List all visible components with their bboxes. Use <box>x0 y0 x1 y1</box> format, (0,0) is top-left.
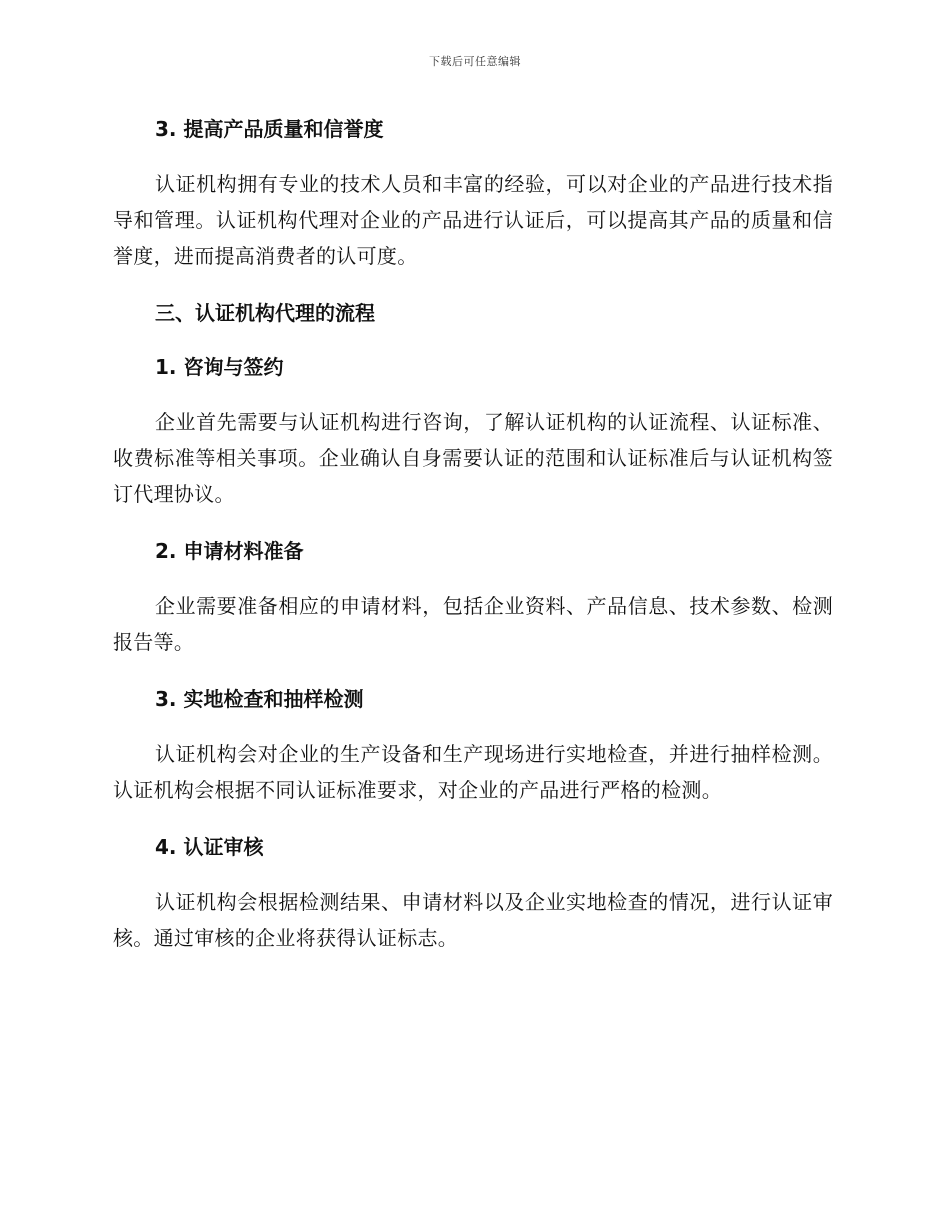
chapter-heading: 三、认证机构代理的流程 <box>155 301 375 325</box>
section-paragraph: 认证机构拥有专业的技术人员和丰富的经验，可以对企业的产品进行技术指导和管理。认证机构代理对企业的产品进行认证后，可以提高其产品的质量和信誉度，进而提高消费者的认可度。 <box>113 172 833 268</box>
section-paragraph: 企业首先需要与认证机构进行咨询，了解认证机构的认证流程、认证标准、收费标准等相关事项。企业确认自身需要认证的范围和认证标准后与认证机构签订代理协议。 <box>113 410 833 506</box>
page-header: 下载后可任意编辑 <box>429 55 521 68</box>
section-heading: 4. 认证审核 <box>155 835 264 859</box>
section-heading: 2. 申请材料准备 <box>155 539 304 563</box>
section-paragraph: 认证机构会根据检测结果、申请材料以及企业实地检查的情况，进行认证审核。通过审核的企业将获得认证标志。 <box>113 890 833 950</box>
section-heading: 1. 咨询与签约 <box>155 355 284 379</box>
section-heading: 3. 实地检查和抽样检测 <box>155 687 364 711</box>
document-body <box>113 112 833 956</box>
section-paragraph: 认证机构会对企业的生产设备和生产现场进行实地检查，并进行抽样检测。认证机构会根据不同认证标准要求，对企业的产品进行严格的检测。 <box>113 742 833 802</box>
section-paragraph: 企业需要准备相应的申请材料，包括企业资料、产品信息、技术参数、检测报告等。 <box>113 594 833 654</box>
section-heading: 3. 提高产品质量和信誉度 <box>155 117 384 141</box>
